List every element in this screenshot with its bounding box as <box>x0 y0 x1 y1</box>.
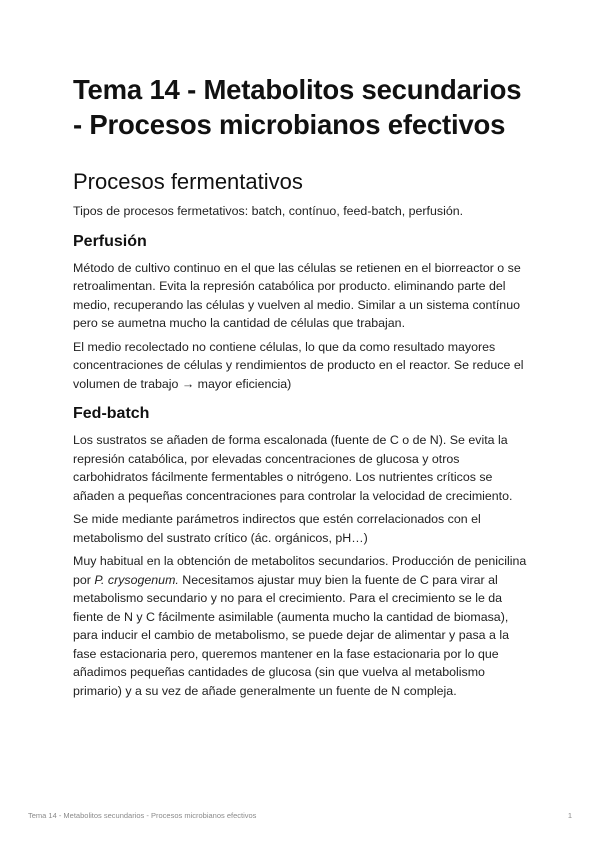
subsection-heading-perfusion: Perfusión <box>73 232 147 250</box>
species-name: P. crysogenum. <box>94 572 179 587</box>
section-heading-procesos-fermentativos: Procesos fermentativos <box>73 169 303 194</box>
footer-page-number: 1 <box>567 811 572 820</box>
section-intro-paragraph: Tipos de procesos fermetativos: batch, contínuo, feed-batch, perfusión. <box>73 204 464 218</box>
fed-batch-paragraph-3 <box>73 552 533 700</box>
document-page <box>73 72 533 705</box>
fed-batch-paragraph-3-start: Muy habitual en la obtención de metabolitos secundarios. Producción de penicilina por <box>73 554 527 587</box>
perfusion-paragraph-2: El medio recolectado no contiene células, lo que da como resultado mayores concentraciones de células y rendimientos de producto en el reactor. Se reduce el volumen de trabajo → mayor eficiencia) <box>73 339 524 391</box>
fed-batch-paragraph-2: Se mide mediante parámetros indirectos que estén correlacionados con el metabolismo del sustrato crítico (ác. orgánicos, pH…) <box>73 512 481 545</box>
fed-batch-paragraph-3-end: Necesitamos ajustar muy bien la fuente de C para virar al metabolismo secundario y no para el crecimiento. Para el crecimiento se le da fiente de N y C fácilmente asimilable (aumenta mucho la cantidad de biomasa), para inducir el cambio de metabolismo, se puede dejar de alimentar y pasa a la fase estacionaria pero, queremos mantener en la fase estacionaria por lo que añadimos pequeñas cantidades de glucosa (sin que vuelva al metabolismo primario) y a su vez de añade generalmente un fuente de N compleja. <box>73 572 509 698</box>
perfusion-paragraph-1: Método de cultivo continuo en el que las células se retienen en el biorreactor o se retroalimentan. Evita la represión catabólica por producto. eliminando parte del medio, recuperando las células y vuelven al medio. Similar a un sistema contínuo pero se aumetna mucho la cantidad de células que trabajan. <box>73 260 521 330</box>
page-title: Tema 14 - Metabolitos secundarios - Procesos microbianos efectivos <box>73 74 522 140</box>
page-footer <box>28 811 572 820</box>
fed-batch-paragraph-1: Los sustratos se añaden de forma escalonada (fuente de C o de N). Se evita la represión catabólica, por elevadas concentraciones de glucosa y otros carbohidratos fácilmente fermentables o nitrógeno. Los nutrientes críticos se añaden a pequeñas concentraciones para controlar la velocidad de crecimiento. <box>73 433 513 503</box>
subsection-heading-fed-batch: Fed-batch <box>73 405 150 422</box>
footer-title: Tema 14 - Metabolitos secundarios - Procesos microbianos efectivos <box>28 811 257 820</box>
